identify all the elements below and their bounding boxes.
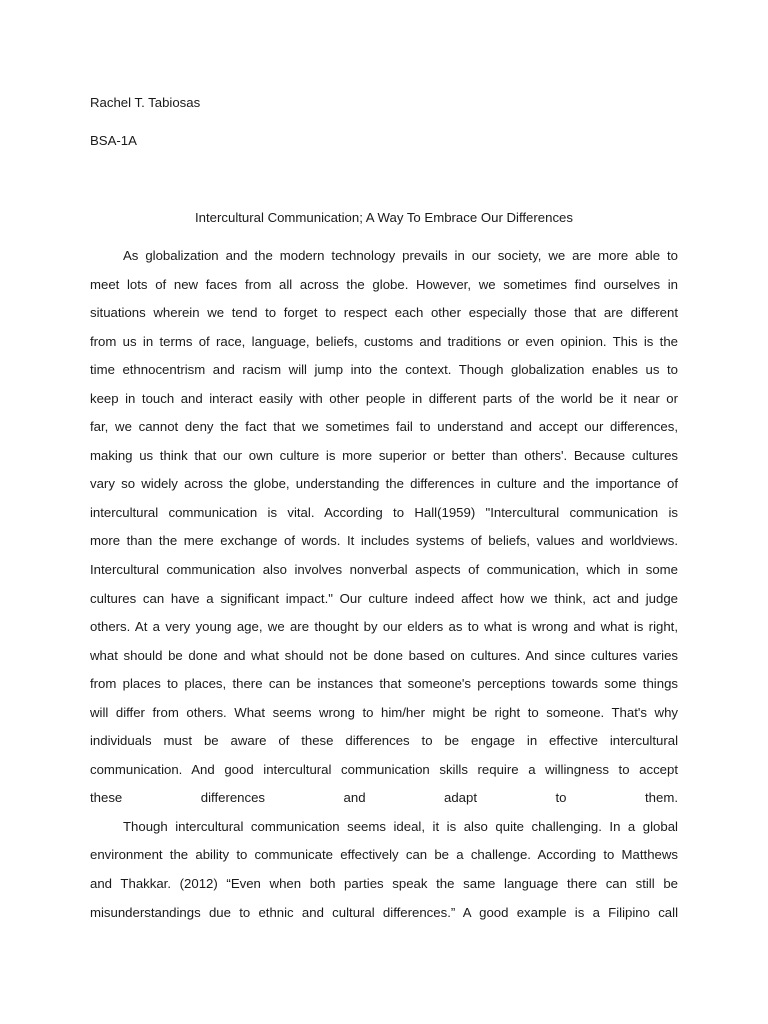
text-line: from us in terms of race, language, beliefs, customs and traditions or even opinion. This is the — [90, 333, 678, 349]
text-line: communication. And good intercultural communication skills require a willingness to accept — [90, 761, 678, 777]
author-name: Rachel T. Tabiosas — [90, 95, 201, 110]
text-line: Though intercultural communication seems ideal, it is also quite challenging. In a global — [123, 818, 678, 834]
text-line: time ethnocentrism and racism will jump into the context. Though globalization enables us to — [90, 362, 678, 378]
text-line: situations wherein we tend to forget to respect each other especially those that are different — [90, 305, 678, 321]
text-line: environment the ability to communicate effectively can be a challenge. According to Matthews — [90, 847, 678, 863]
text-line: vary so widely across the globe, understanding the differences in culture and the importance of — [90, 476, 678, 492]
class-section: BSA-1A — [90, 133, 137, 148]
text-line: what should be done and what should not be done based on cultures. And since cultures varies — [90, 647, 678, 663]
text-line: As globalization and the modern technology prevails in our society, we are more able to — [123, 248, 678, 263]
text-line: Intercultural communication also involves nonverbal aspects of communication, which in some — [90, 562, 678, 578]
text-line: more than the mere exchange of words. It includes systems of beliefs, values and worldviews. — [90, 533, 678, 549]
text-line: individuals must be aware of these differences to be engage in effective intercultural — [90, 733, 678, 749]
essay-title: Intercultural Communication; A Way To Embrace Our Differences — [195, 210, 573, 225]
essay-body — [90, 248, 678, 933]
text-line: will differ from others. What seems wrong to him/her might be right to someone. That's why — [90, 704, 678, 720]
text-line: from places to places, there can be instances that someone's perceptions towards some things — [90, 676, 678, 692]
text-line: intercultural communication is vital. According to Hall(1959) "Intercultural communication is — [90, 504, 678, 520]
text-line: and Thakkar. (2012) “Even when both parties speak the same language there can still be — [90, 876, 678, 892]
text-line: these differences and adapt to them. — [90, 790, 678, 806]
text-line: cultures can have a significant impact." Our culture indeed affect how we think, act and judge — [90, 590, 678, 606]
text-line: meet lots of new faces from all across the globe. However, we sometimes find ourselves in — [90, 276, 678, 292]
text-line: misunderstandings due to ethnic and cultural differences.” A good example is a Filipino call — [90, 904, 678, 920]
text-line: making us think that our own culture is more superior or better than others'. Because cultures — [90, 447, 678, 463]
text-line: far, we cannot deny the fact that we sometimes fail to understand and accept our differences, — [90, 419, 678, 435]
text-line: keep in touch and interact easily with other people in different parts of the world be it near or — [90, 390, 678, 406]
text-line: others. At a very young age, we are thought by our elders as to what is wrong and what is right, — [90, 619, 678, 635]
